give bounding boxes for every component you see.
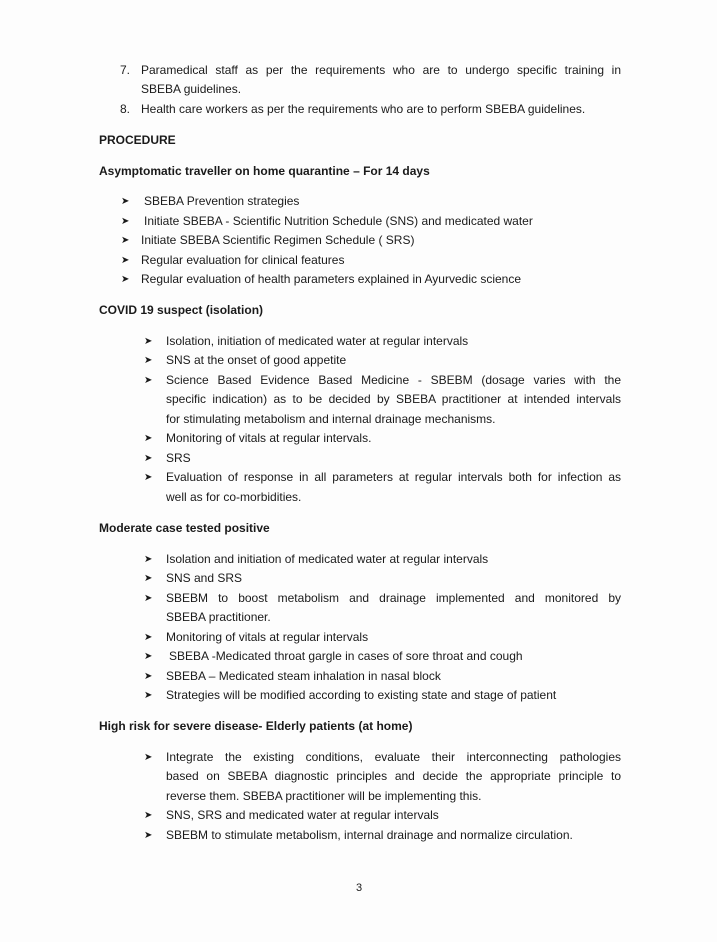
bullet-text: SBEBM to boost metabolism and drainage implemented and monitored by [166,591,621,605]
bullet-text: Evaluation of response in all parameters at regular intervals both for infection as [166,470,621,484]
arrowhead-bullet-icon: ➤ [121,255,130,266]
bullet-text: Strategies will be modified according to existing state and stage of patient [166,688,557,702]
arrowhead-bullet-icon: ➤ [121,235,130,246]
bullet-text: reverse them. SBEBA practitioner will be implementing this. [166,789,482,803]
list-item-text: Health care workers as per the requirements who are to perform SBEBA guidelines. [141,102,586,116]
bullet-text: SBEBA practitioner. [166,610,271,624]
bullet-text: Initiate SBEBA Scientific Regimen Schedule ( SRS) [141,233,415,247]
arrowhead-bullet-icon: ➤ [144,573,153,584]
bullet-text: Integrate the existing conditions, evaluate their interconnecting pathologies [166,750,621,764]
bullet-text: for stimulating metabolism and internal drainage mechanisms. [166,412,496,426]
procedure-heading: PROCEDURE [99,133,176,147]
section-heading: Asymptomatic traveller on home quarantine – For 14 days [99,164,430,178]
bullet-text: Monitoring of vitals at regular intervals [166,630,369,644]
section-heading: Moderate case tested positive [99,521,270,535]
arrowhead-bullet-icon: ➤ [121,196,130,207]
bullet-text: specific indication) as to be decided by SBEBA practitioner at intended intervals [166,392,621,406]
page-number: 3 [356,882,363,894]
section-heading: High risk for severe disease- Elderly patients (at home) [99,719,413,733]
arrowhead-bullet-icon: ➤ [144,336,153,347]
bullet-text: Regular evaluation for clinical features [141,253,345,267]
arrowhead-bullet-icon: ➤ [144,830,153,841]
section-heading: COVID 19 suspect (isolation) [99,303,264,317]
bullet-text: Isolation, initiation of medicated water at regular intervals [166,334,469,348]
arrowhead-bullet-icon: ➤ [144,433,153,444]
arrowhead-bullet-icon: ➤ [144,453,153,464]
arrowhead-bullet-icon: ➤ [144,355,153,366]
arrowhead-bullet-icon: ➤ [121,216,130,227]
arrowhead-bullet-icon: ➤ [144,593,153,604]
bullet-text: SBEBA Prevention strategies [144,194,300,208]
arrowhead-bullet-icon: ➤ [144,632,153,643]
bullet-text: SNS, SRS and medicated water at regular intervals [166,808,439,822]
list-number: 7. [120,63,131,77]
bullet-text: SNS and SRS [166,571,243,585]
arrowhead-bullet-icon: ➤ [144,810,153,821]
list-number: 8. [120,102,131,116]
arrowhead-bullet-icon: ➤ [121,274,130,285]
list-item-text: Paramedical staff as per the requirements who are to undergo specific training in [141,63,621,77]
bullet-text: SBEBA – Medicated steam inhalation in nasal block [166,669,441,683]
arrowhead-bullet-icon: ➤ [144,671,153,682]
bullet-text: SBEBA -Medicated throat gargle in cases of sore throat and cough [169,649,523,663]
bullet-text: Initiate SBEBA - Scientific Nutrition Schedule (SNS) and medicated water [144,214,533,228]
list-item-text: SBEBA guidelines. [141,82,242,96]
arrowhead-bullet-icon: ➤ [144,690,153,701]
bullet-text: Science Based Evidence Based Medicine - SBEBM (dosage varies with the [166,373,621,387]
bullet-text: based on SBEBA diagnostic principles and decide the appropriate principle to [166,769,621,783]
arrowhead-bullet-icon: ➤ [144,472,153,483]
bullet-text: SBEBM to stimulate metabolism, internal drainage and normalize circulation. [166,828,573,842]
bullet-text: SNS at the onset of good appetite [166,353,347,367]
bullet-text: well as for co-morbidities. [166,490,302,504]
bullet-text: Isolation and initiation of medicated water at regular intervals [166,552,489,566]
arrowhead-bullet-icon: ➤ [144,375,153,386]
bullet-text: Monitoring of vitals at regular intervals. [166,431,372,445]
arrowhead-bullet-icon: ➤ [144,554,153,565]
bullet-text: SRS [166,451,191,465]
arrowhead-bullet-icon: ➤ [144,752,153,763]
bullet-text: Regular evaluation of health parameters explained in Ayurvedic science [141,272,522,286]
arrowhead-bullet-icon: ➤ [144,651,153,662]
